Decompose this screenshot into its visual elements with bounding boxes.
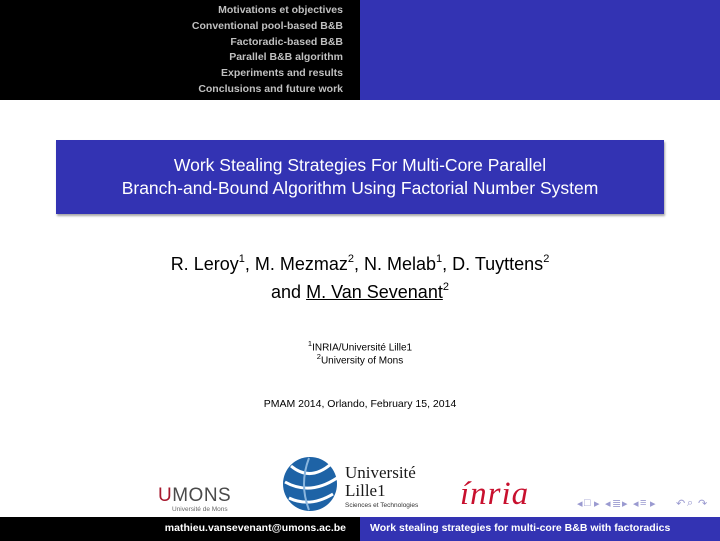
nav-subsection-icon[interactable]: ≣ [612, 498, 622, 510]
outline-item-parallel[interactable]: Parallel B&B algorithm [229, 51, 343, 64]
outline-item-factoradic[interactable]: Factoradic-based B&B [230, 35, 343, 48]
author-melab-sup: 1 [436, 253, 443, 265]
conference-info: PMAM 2014, Orlando, February 15, 2014 [263, 398, 457, 410]
outline-item-conclusions[interactable]: Conclusions and future work [198, 82, 343, 95]
footer-short-title: Work stealing strategies for multi-core B&B with factoradics [370, 522, 671, 534]
outline-item-motivations[interactable]: Motivations et objectives [218, 4, 343, 16]
lille1-logo-line-2: Lille1 [345, 481, 386, 500]
outline-item-experiments[interactable]: Experiments and results [221, 67, 343, 80]
affiliation-2-name: University of Mons [320, 355, 404, 367]
affiliation-1-name: INRIA/Université Lille1 [312, 342, 413, 354]
header-left-panel [0, 0, 360, 100]
authors-and: and [271, 282, 307, 302]
title-box [56, 140, 664, 214]
author-leroy-sup: 1 [238, 253, 245, 265]
nav-prev-frame-icon[interactable]: ◂ [577, 498, 583, 510]
affiliation-1-sup: 1 [307, 339, 313, 348]
footer-email: mathieu.vansevenant@umons.ac.be [164, 522, 346, 534]
author-van-sevenant: M. Van Sevenant [306, 282, 443, 302]
nav-frame-icon[interactable]: □ [584, 497, 591, 509]
nav-prev-section-icon[interactable]: ◂ [633, 498, 639, 510]
umons-logo-u: U [158, 485, 173, 506]
author-tuyttens: , D. Tuyttens [442, 254, 544, 274]
lille1-logo-line-1: Université [345, 463, 416, 482]
affiliation-2 [0, 351, 720, 367]
outline-nav [192, 3, 343, 98]
affiliation-2-sup: 2 [316, 352, 321, 361]
author-tuyttens-sup: 2 [543, 253, 550, 265]
title-line-2: Branch-and-Bound Algorithm Using Factorial Number System [121, 178, 599, 198]
title-line-1: Work Stealing Strategies For Multi-Core Parallel [173, 155, 547, 175]
nav-next-subsection-icon[interactable]: ▸ [622, 498, 628, 510]
nav-section-icon[interactable]: ≡ [640, 497, 647, 509]
author-mezmaz: , M. Mezmaz [244, 254, 348, 274]
footer-left-panel [0, 517, 360, 541]
umons-logo [158, 486, 231, 513]
nav-next-frame-icon[interactable]: ▸ [594, 498, 600, 510]
footer-right-panel [360, 517, 720, 541]
outline-item-conventional[interactable]: Conventional pool-based B&B [191, 19, 343, 32]
nav-search-icon[interactable]: ⌕ [687, 497, 694, 509]
umons-logo-mons: MONS [172, 485, 232, 506]
authors-line-1 [0, 250, 720, 278]
author-melab: , N. Melab [353, 254, 437, 274]
header-bar [0, 0, 720, 100]
header-right-panel [360, 0, 720, 100]
umons-logo-sub: Université de Mons [172, 506, 228, 513]
inria-logo: ínria [460, 476, 530, 512]
author-mezmaz-sup: 2 [347, 253, 354, 265]
footer-bar [0, 517, 720, 541]
nav-back-icon[interactable]: ↶ [676, 498, 686, 510]
lille1-logo [279, 450, 425, 518]
author-van-sevenant-sup: 2 [442, 281, 449, 293]
nav-next-section-icon[interactable]: ▸ [650, 498, 656, 510]
lille1-logo-line-3: Sciences et Technologies [345, 502, 419, 509]
author-leroy: R. Leroy [170, 254, 239, 274]
lille1-globe-icon [279, 452, 341, 516]
nav-forward-icon[interactable]: ↷ [698, 498, 708, 510]
nav-prev-subsection-icon[interactable]: ◂ [605, 498, 611, 510]
authors-line-2 [0, 278, 720, 306]
